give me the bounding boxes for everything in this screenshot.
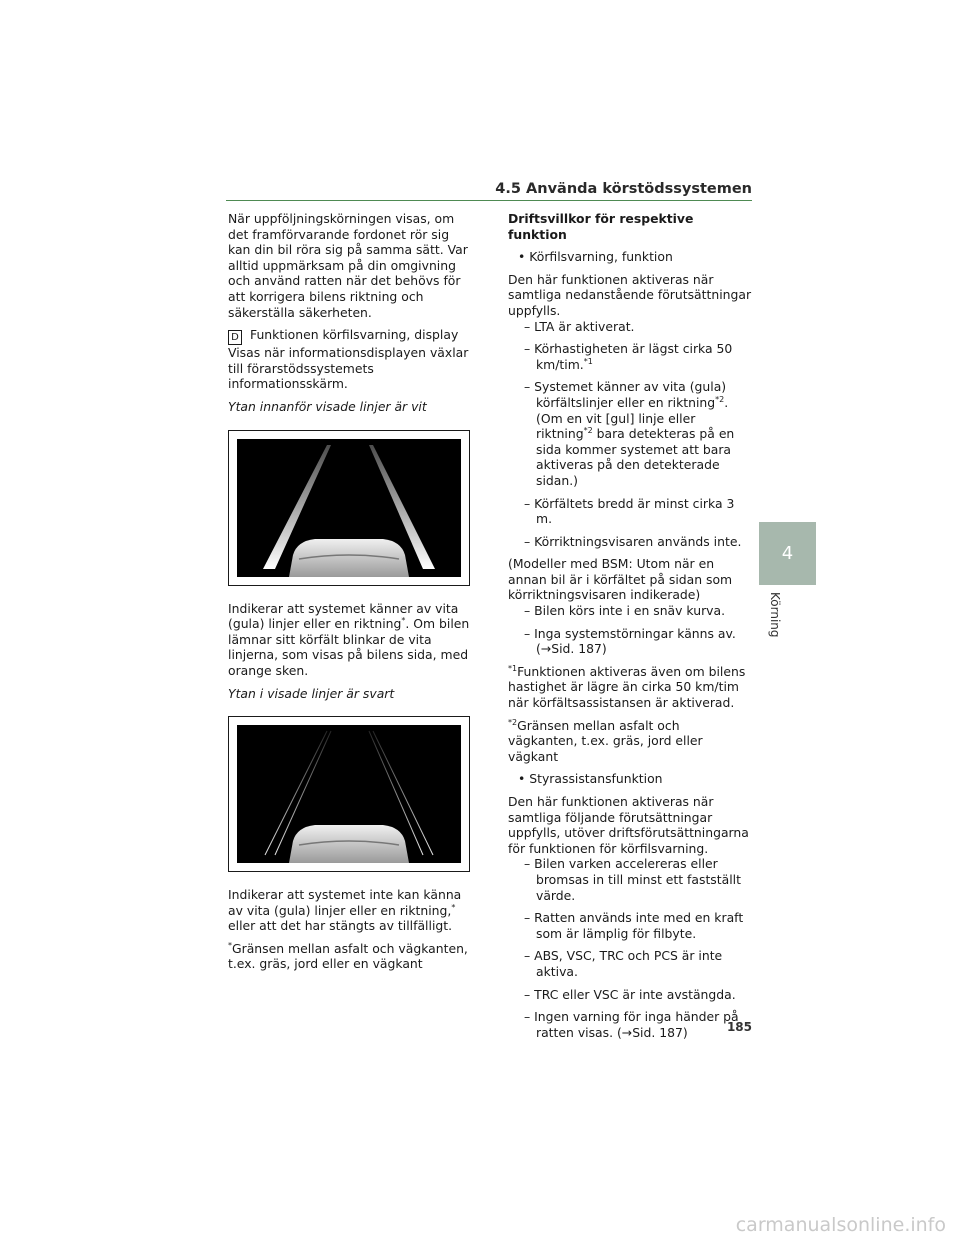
condition-item: – LTA är aktiverat.	[524, 318, 635, 334]
chapter-label: Körning	[768, 592, 782, 638]
left-column	[228, 211, 474, 979]
right-column	[508, 211, 752, 1047]
condition-item: – Systemet känner av vita (gula) körfältslinjer eller en riktning$^{*2}$. (Om en vit [gul] linje eller riktning$^{*2}$ bara detekteras på en sida kommer systemet att bara aktiveras på den detekterade sidan.)	[524, 379, 735, 488]
section-d-title: Funktionen körfilsvarning, display	[250, 327, 459, 343]
section-letter-box: D	[228, 330, 242, 345]
section-title: 4.5 Använda körstödssystemen	[495, 181, 752, 197]
figure2-caption: Ytan i visade linjer är svart	[228, 685, 395, 701]
bsm-paragraph: (Modeller med BSM: Utom när en annan bil är i körfältet på sidan som körriktningsvisaren indikerade)	[508, 556, 733, 603]
figure1-description: Indikerar att systemet känner av vita (gula) linjer eller en riktning*. Om bilen lämnar sitt körfält blinkar de vita linjerna, som visas på bilens sida, med orange sken.	[228, 600, 470, 678]
lane-display-white-image	[237, 439, 461, 577]
condition-item: – Körhastigheten är lägst cirka 50 km/tim.$^{*1}$	[524, 341, 733, 372]
footer-watermark: carmanualsonline.info	[735, 1214, 946, 1236]
lane-display-black-figure	[228, 716, 470, 872]
conditions-heading: Driftsvillkor för respektive funktion	[508, 211, 694, 242]
condition-item: – TRC eller VSC är inte avstängda.	[524, 986, 736, 1002]
lane-display-black-image	[237, 725, 461, 863]
condition-item: – Bilen körs inte i en snäv kurva.	[524, 603, 726, 619]
chapter-tab: 4	[759, 522, 816, 585]
lane-warning-paragraph: Den här funktionen aktiveras när samtliga nedanstående förutsättningar uppfylls.	[508, 271, 752, 318]
condition-item: – Körriktningsvisaren används inte.	[524, 533, 742, 549]
left-footnote: *Gränsen mellan asfalt och vägkanten, t.ex. gräs, jord eller en vägkant	[228, 940, 468, 972]
intro-paragraph: När uppföljningskörningen visas, om det framförvarande fordonet rör sig kan din bil röra sig på samma sätt. Var alltid uppmärksam på din omgivning och använd ratten när det behövs för att korrigera bilens riktning och säkerställa säkerheten.	[228, 211, 468, 320]
condition-item: – Ingen varning för inga händer på ratten visas. (→Sid. 187)	[524, 1009, 739, 1040]
condition-item: – Bilen varken accelereras eller bromsas in till minst ett fastställt värde.	[524, 856, 741, 903]
bullet-lane-warning: • Körfilsvarning, funktion	[518, 249, 673, 265]
condition-item: – ABS, VSC, TRC och PCS är inte aktiva.	[524, 948, 723, 979]
section-d-heading	[228, 327, 474, 345]
page-number: 185	[726, 1020, 752, 1034]
bullet-steering-assist: • Styrassistansfunktion	[518, 771, 663, 787]
condition-item: – Inga systemstörningar känns av. (→Sid. 187)	[524, 625, 736, 657]
footnote-2: $^{*2}$Gränsen mellan asfalt och vägkanten, t.ex. gräs, jord eller vägkant	[508, 717, 703, 764]
figure2-description: Indikerar att systemet inte kan känna av vita (gula) linjer eller en riktning,* eller att det har stängts av tillfälligt.	[228, 887, 462, 934]
section-d-description: Visas när informationsdisplayen växlar till förarstödssystemets informationsskärm.	[228, 345, 469, 392]
condition-item: – Körfältets bredd är minst cirka 3 m.	[524, 495, 735, 527]
section-header	[226, 176, 752, 201]
condition-item: – Ratten används inte med en kraft som är lämplig för filbyte.	[524, 910, 744, 941]
footnote-1: $^{*1}$Funktionen aktiveras även om bilens hastighet är lägre än cirka 50 km/tim när körfältsassistansen är aktiverad.	[508, 663, 746, 711]
figure1-caption: Ytan innanför visade linjer är vit	[228, 398, 427, 414]
lane-display-white-figure	[228, 430, 470, 586]
steering-assist-paragraph: Den här funktionen aktiveras när samtliga följande förutsättningar uppfylls, utöver driftsförutsättningarna för funktionen för körfilsvarning.	[508, 794, 749, 856]
